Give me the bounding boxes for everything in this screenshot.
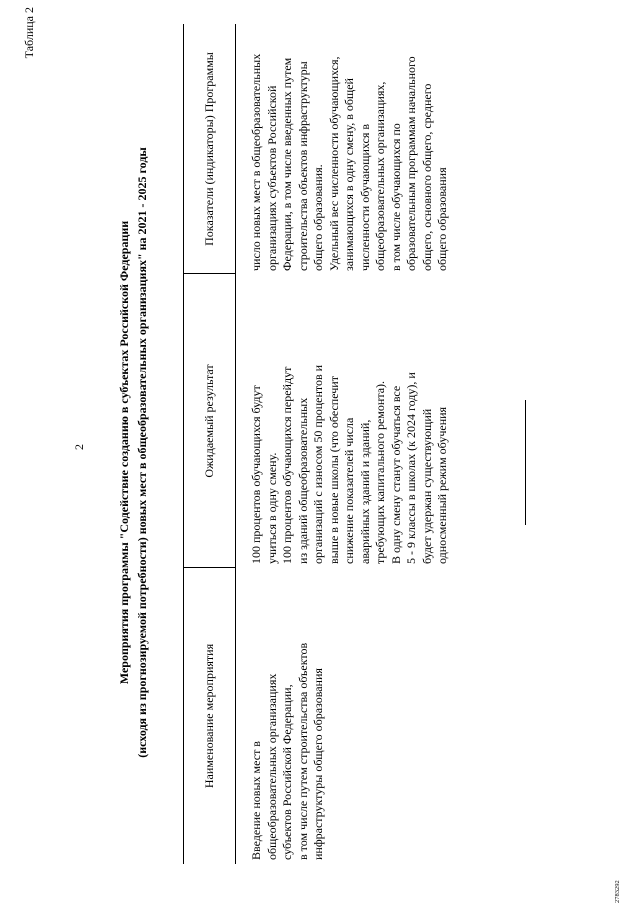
- cell-line: в том числе путем строительства объектов: [295, 642, 310, 860]
- cell-line: строительства объектов инфраструктуры: [295, 61, 310, 271]
- cell-line: аварийных зданий и зданий,: [357, 419, 372, 564]
- cell-line: из зданий общеобразовательных: [295, 397, 310, 564]
- cell-line: учиться в одну смену.: [264, 452, 279, 564]
- cell-line: В одну смену станут обучаться все: [388, 385, 403, 564]
- cell-expected-result: [249, 365, 451, 564]
- cell-line: занимающихся в одну смену, в общей: [342, 78, 356, 271]
- cell-line: общего образования.: [311, 164, 325, 271]
- page-number: 2: [72, 444, 86, 450]
- cell-line: в том числе обучающихся по: [388, 123, 403, 271]
- cell-line: требующих капитального ремонта).: [373, 380, 387, 564]
- header-expected-result: Ожидаемый результат: [201, 364, 216, 478]
- cell-line: численности обучающихся в: [357, 123, 372, 271]
- cell-line: общего образования: [435, 167, 449, 271]
- title-line: (исходя из прогнозируемой потребности) новых мест в общеобразовательных организациях" на 2021 - 2025 годы: [135, 147, 149, 758]
- cell-line: образовательным программам начального: [404, 56, 418, 271]
- header-bottom-rule: [235, 24, 236, 864]
- cell-line: субъектов Российской Федерации,: [280, 684, 294, 860]
- cell-line: снижение показателей числа: [342, 417, 356, 564]
- cell-line: общего, основного общего, среднего: [419, 83, 434, 271]
- table-label: Таблица 2: [22, 7, 36, 59]
- cell-line: будет удержан существующий: [419, 408, 434, 564]
- header-activity: Наименование мероприятия: [201, 643, 216, 789]
- header-indicators: Показатели (индикаторы) Программы: [201, 52, 216, 246]
- cell-line: общеобразовательных организациях,: [373, 81, 387, 271]
- cell-line: организациях субъектов Российской: [264, 85, 279, 271]
- cell-line: инфраструктуры общего образования: [311, 668, 325, 860]
- cell-indicators: [249, 54, 451, 271]
- cell-line: 100 процентов обучающихся будут: [249, 385, 263, 564]
- cell-line: односменный режим обучения: [435, 406, 449, 564]
- cell-line: число новых мест в общеобразовательных: [249, 53, 263, 271]
- cell-activity: [249, 643, 327, 860]
- cell-line: выше в новые школы (что обеспечит: [326, 376, 341, 564]
- cell-line: 5 - 9 классы в школах (к 2024 году), и: [404, 372, 418, 564]
- measures-table: [183, 24, 463, 864]
- title-line: Мероприятия программы "Содействие созданию в субъектах Российской Федерации: [117, 220, 131, 685]
- document-id: 2783292: [614, 880, 621, 903]
- cell-line: общеобразовательных организациях: [264, 673, 279, 860]
- cell-line: организаций с износом 50 процентов и: [311, 364, 325, 564]
- section-divider: [525, 400, 526, 525]
- cell-line: Удельный вес численности обучающихся,: [326, 56, 341, 271]
- document-title: [115, 120, 151, 785]
- cell-line: 100 процентов обучающихся перейдут: [280, 366, 294, 564]
- cell-line: Федерации, в том числе введенных путем: [280, 57, 294, 271]
- cell-line: Введение новых мест в: [249, 741, 263, 860]
